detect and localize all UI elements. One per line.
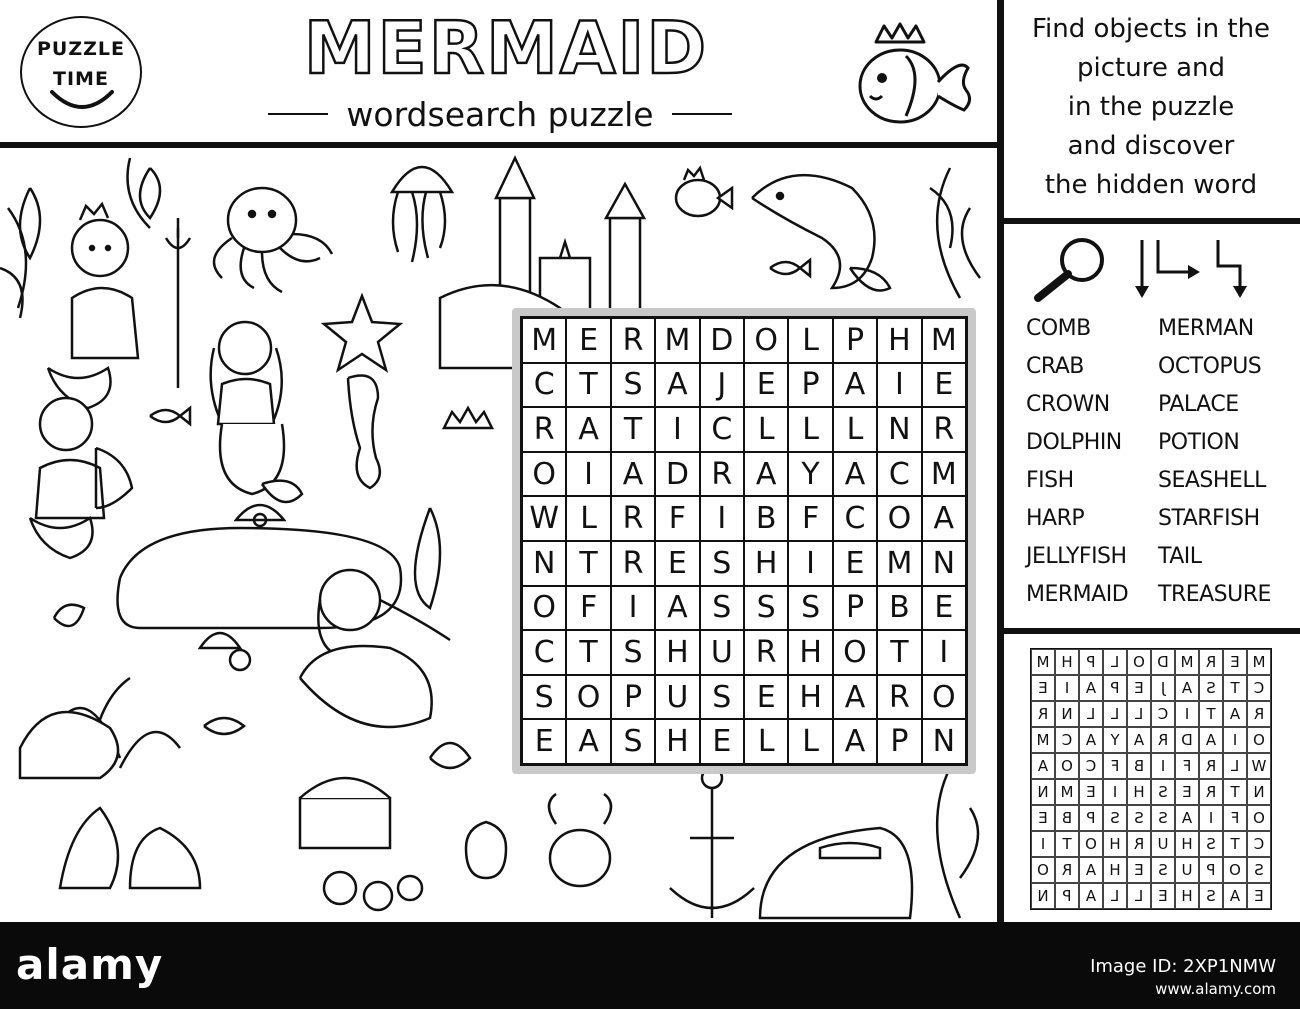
answer-grid-cell: M: [1031, 727, 1055, 753]
answer-grid-cell: E: [1031, 805, 1055, 831]
grid-cell[interactable]: O: [522, 452, 566, 497]
grid-cell[interactable]: S: [788, 586, 832, 631]
answer-grid-cell: H: [1127, 779, 1151, 805]
answer-grid-cell: E: [1127, 675, 1151, 701]
answer-grid-cell: N: [1031, 883, 1055, 909]
grid-cell[interactable]: I: [788, 541, 832, 586]
grid-cell[interactable]: M: [522, 318, 566, 363]
potion-icon: [466, 822, 506, 878]
word-left-2: CRAB: [1026, 354, 1084, 379]
grid-cell[interactable]: I: [700, 496, 744, 541]
grid-cell[interactable]: C: [522, 630, 566, 675]
logo-line-2: TIME: [53, 68, 109, 90]
grid-cell[interactable]: O: [566, 675, 610, 720]
word-left-4: DOLPHIN: [1026, 430, 1122, 455]
smile-icon: [46, 88, 118, 114]
answer-grid-cell: M: [1055, 779, 1079, 805]
grid-cell[interactable]: O: [877, 496, 921, 541]
crowned-fish-icon: [848, 12, 978, 130]
grid-cell[interactable]: C: [877, 452, 921, 497]
answer-grid-cell: I: [1031, 831, 1055, 857]
grid-cell[interactable]: O: [922, 675, 966, 720]
answer-grid-cell: S: [1151, 805, 1175, 831]
word-left-5: FISH: [1026, 468, 1074, 493]
answer-grid-cell: R: [1199, 779, 1223, 805]
answer-grid-cell: Y: [1103, 727, 1127, 753]
grid-cell[interactable]: T: [611, 407, 655, 452]
grid-cell[interactable]: S: [700, 586, 744, 631]
grid-cell[interactable]: T: [566, 630, 610, 675]
instruction-line-3: in the puzzle: [1067, 92, 1235, 122]
grid-cell[interactable]: H: [788, 630, 832, 675]
answer-grid-cell: A: [1079, 727, 1103, 753]
grid-cell[interactable]: S: [700, 541, 744, 586]
grid-cell[interactable]: L: [833, 407, 877, 452]
grid-cell[interactable]: H: [788, 675, 832, 720]
grid-cell[interactable]: L: [566, 496, 610, 541]
answer-grid-cell: M: [1175, 649, 1199, 675]
octopus-icon: [214, 188, 332, 292]
answer-grid-cell: C: [1079, 753, 1103, 779]
answer-grid-cell: S: [1151, 857, 1175, 883]
grid-cell[interactable]: R: [522, 407, 566, 452]
grid-cell[interactable]: R: [700, 452, 744, 497]
word-right-3: PALACE: [1158, 392, 1239, 417]
answer-grid-cell: W: [1247, 753, 1271, 779]
answer-grid-cell: E: [1175, 779, 1199, 805]
word-right-5: SEASHELL: [1158, 468, 1266, 493]
grid-cell[interactable]: P: [877, 719, 921, 764]
answer-grid-cell: S: [1103, 805, 1127, 831]
answer-grid-cell: C: [1247, 831, 1271, 857]
answer-grid-cell: R: [1199, 753, 1223, 779]
crowned-small-fish-icon: [676, 168, 732, 216]
page-title: MERMAID: [303, 6, 709, 90]
grid-cell[interactable]: N: [922, 541, 966, 586]
answer-grid-cell: P: [1103, 675, 1127, 701]
grid-cell[interactable]: E: [744, 363, 788, 408]
grid-cell[interactable]: D: [700, 318, 744, 363]
answer-grid-cell: R: [1031, 701, 1055, 727]
merman-icon: [48, 204, 190, 408]
watermark-bar: [0, 922, 1300, 1009]
answer-grid-cell: O: [1127, 649, 1151, 675]
answer-grid-cell: E: [1127, 857, 1151, 883]
crown-icon: [444, 408, 492, 428]
answer-grid-cell: S: [1199, 883, 1223, 909]
grid-cell[interactable]: F: [566, 586, 610, 631]
answer-grid-cell: L: [1103, 883, 1127, 909]
grid-cell[interactable]: A: [833, 719, 877, 764]
answer-grid-cell: M: [1031, 649, 1055, 675]
answer-grid-cell: T: [1223, 831, 1247, 857]
answer-grid-cell: P: [1079, 649, 1103, 675]
grid-cell[interactable]: E: [833, 541, 877, 586]
grid-cell[interactable]: E: [922, 586, 966, 631]
answer-grid-cell: H: [1103, 831, 1127, 857]
answer-grid-cell: H: [1175, 883, 1199, 909]
answer-grid-cell: B: [1055, 805, 1079, 831]
grid-cell[interactable]: N: [522, 541, 566, 586]
answer-grid-cell: E: [1247, 883, 1271, 909]
coral-polyps-icon: [324, 872, 422, 910]
grid-cell[interactable]: A: [833, 452, 877, 497]
answer-grid-cell: B: [1127, 753, 1151, 779]
subtitle-dash-right: [672, 113, 732, 115]
pearl-shell-icon: [236, 505, 284, 526]
word-left-6: HARP: [1026, 506, 1085, 531]
answer-grid-cell: U: [1175, 857, 1199, 883]
answer-grid-cell: R: [1247, 701, 1271, 727]
grid-cell[interactable]: A: [566, 407, 610, 452]
harp-boy-icon: [30, 398, 132, 558]
arrow-down-icon: [1135, 240, 1149, 298]
answer-grid-cell: F: [1175, 753, 1199, 779]
grid-cell[interactable]: S: [522, 675, 566, 720]
grid-cell[interactable]: A: [655, 363, 699, 408]
word-right-6: STARFISH: [1158, 506, 1260, 531]
arrow-right-icon: [1158, 240, 1200, 279]
answer-grid-cell: S: [1127, 805, 1151, 831]
answer-grid-cell: N: [1247, 779, 1271, 805]
answer-grid-cell: E: [1151, 883, 1175, 909]
direction-icons: [1024, 236, 1284, 306]
answer-grid-cell: F: [1223, 805, 1247, 831]
answer-grid-cell: T: [1223, 675, 1247, 701]
seahorse-icon: [348, 376, 380, 489]
grid-cell[interactable]: E: [655, 541, 699, 586]
grid-cell[interactable]: B: [744, 496, 788, 541]
wordsearch-grid: [520, 316, 968, 766]
answer-grid-cell: L: [1127, 883, 1151, 909]
grid-cell[interactable]: N: [922, 719, 966, 764]
grid-cell[interactable]: S: [611, 719, 655, 764]
instruction-line-1: Find objects in the: [1031, 14, 1271, 44]
answer-grid-cell: D: [1151, 649, 1175, 675]
magnifier-icon: [1038, 240, 1102, 298]
answer-grid-cell: U: [1151, 831, 1175, 857]
answer-grid-cell: I: [1151, 753, 1175, 779]
answer-grid-cell: I: [1055, 675, 1079, 701]
answer-grid-cell: R: [1151, 727, 1175, 753]
grid-cell[interactable]: O: [833, 630, 877, 675]
answer-grid-cell: A: [1223, 701, 1247, 727]
grid-cell[interactable]: T: [877, 630, 921, 675]
grid-cell[interactable]: T: [566, 541, 610, 586]
grid-cell[interactable]: A: [833, 675, 877, 720]
grid-cell[interactable]: P: [833, 318, 877, 363]
subtitle-row: [256, 94, 744, 134]
answer-grid-cell: E: [1031, 675, 1055, 701]
answer-grid-cell: T: [1223, 779, 1247, 805]
answer-grid-cell: M: [1247, 649, 1271, 675]
grid-cell[interactable]: W: [522, 496, 566, 541]
comb-icon: [760, 828, 912, 918]
treasure-chest-icon: [300, 778, 390, 848]
answer-grid-cell: I: [1199, 805, 1223, 831]
subtitle-dash-left: [268, 113, 328, 115]
answer-grid-cell: E: [1223, 649, 1247, 675]
answer-grid-cell: A: [1079, 857, 1103, 883]
grid-cell[interactable]: I: [566, 452, 610, 497]
grid-cell[interactable]: P: [788, 363, 832, 408]
grid-cell[interactable]: C: [522, 363, 566, 408]
image-id: Image ID: 2XP1NMW: [1090, 956, 1276, 977]
answer-grid-cell: L: [1079, 701, 1103, 727]
grid-cell[interactable]: D: [655, 452, 699, 497]
grid-cell[interactable]: I: [611, 586, 655, 631]
grid-cell[interactable]: P: [611, 675, 655, 720]
grid-cell[interactable]: E: [922, 363, 966, 408]
answer-grid-cell: D: [1175, 727, 1199, 753]
word-right-1: MERMAN: [1158, 316, 1254, 341]
turtle-icon: [204, 718, 244, 734]
answer-grid-cell: A: [1079, 675, 1103, 701]
grid-cell[interactable]: R: [744, 630, 788, 675]
logo-line-1: PUZZLE: [37, 38, 125, 60]
answer-grid-cell: A: [1079, 883, 1103, 909]
grid-cell[interactable]: R: [922, 407, 966, 452]
grid-cell[interactable]: L: [744, 719, 788, 764]
answer-grid-cell: A: [1175, 675, 1199, 701]
answer-grid-cell: S: [1247, 857, 1271, 883]
mermaid-icon: [211, 322, 302, 502]
grid-cell[interactable]: S: [744, 586, 788, 631]
grid-cell[interactable]: H: [744, 541, 788, 586]
answer-grid-cell: R: [1127, 831, 1151, 857]
grid-cell[interactable]: J: [700, 363, 744, 408]
grid-cell[interactable]: I: [922, 630, 966, 675]
answer-grid-cell: A: [1175, 805, 1199, 831]
answer-grid-cell: R: [1199, 649, 1223, 675]
brand-url: www.alamy.com: [1155, 980, 1276, 998]
answer-grid-cell: C: [1247, 675, 1271, 701]
small-fish-icon: [770, 260, 810, 276]
answer-grid-cell: L: [1103, 649, 1127, 675]
answer-grid-cell: S: [1199, 831, 1223, 857]
answer-grid-cell: O: [1223, 857, 1247, 883]
answer-grid-cell: I: [1175, 701, 1199, 727]
word-right-4: POTION: [1158, 430, 1240, 455]
answer-grid-cell: L: [1103, 701, 1127, 727]
grid-cell[interactable]: A: [566, 719, 610, 764]
grid-cell[interactable]: L: [788, 719, 832, 764]
word-left-3: CROWN: [1026, 392, 1110, 417]
answer-grid-cell: N: [1031, 779, 1055, 805]
grid-cell[interactable]: M: [922, 452, 966, 497]
grid-cell[interactable]: Y: [788, 452, 832, 497]
dolphin-icon: [752, 175, 890, 290]
crab-icon: [200, 633, 250, 670]
shrimp-icon: [54, 605, 84, 626]
fish-icon: [150, 408, 190, 424]
answer-grid-cell: S: [1151, 779, 1175, 805]
grid-cell[interactable]: N: [877, 407, 921, 452]
jellyfish-icon: [392, 167, 452, 262]
grid-cell[interactable]: A: [744, 452, 788, 497]
grid-cell[interactable]: S: [611, 363, 655, 408]
grid-cell[interactable]: O: [744, 318, 788, 363]
grid-cell[interactable]: R: [611, 541, 655, 586]
answer-grid-cell: L: [1127, 701, 1151, 727]
grid-cell[interactable]: C: [700, 407, 744, 452]
answer-grid-cell: O: [1079, 831, 1103, 857]
answer-grid-cell: S: [1199, 675, 1223, 701]
grid-cell[interactable]: E: [566, 318, 610, 363]
answer-grid-cell: A: [1223, 883, 1247, 909]
grid-cell[interactable]: H: [655, 630, 699, 675]
grid-cell[interactable]: H: [877, 318, 921, 363]
coral-bottom-left-icon: [40, 678, 200, 888]
answer-grid-cell: I: [1103, 779, 1127, 805]
grid-cell[interactable]: U: [700, 630, 744, 675]
grid-cell[interactable]: A: [655, 586, 699, 631]
anchor-icon: [670, 768, 754, 918]
answer-grid-cell: P: [1055, 883, 1079, 909]
grid-cell[interactable]: L: [788, 407, 832, 452]
answer-grid-cell: H: [1055, 649, 1079, 675]
answer-grid-cell: A: [1127, 727, 1151, 753]
answer-grid-cell: A: [1199, 727, 1223, 753]
wordlist-divider: [1000, 628, 1300, 634]
grid-cell[interactable]: L: [744, 407, 788, 452]
grid-cell[interactable]: A: [922, 496, 966, 541]
grid-cell[interactable]: I: [655, 407, 699, 452]
answer-grid-cell: R: [1055, 857, 1079, 883]
grid-cell[interactable]: C: [833, 496, 877, 541]
instructions: [1010, 10, 1292, 205]
word-left-7: JELLYFISH: [1026, 544, 1127, 569]
puzzle-time-logo: [20, 16, 142, 128]
seaweed-top-right-icon: [930, 168, 980, 298]
answer-grid-cell: O: [1031, 857, 1055, 883]
grid-cell[interactable]: M: [655, 318, 699, 363]
wordsearch-grid-frame: [512, 308, 976, 774]
instructions-divider: [1000, 218, 1300, 224]
answer-grid-cell: C: [1151, 701, 1175, 727]
grid-cell[interactable]: R: [611, 496, 655, 541]
word-right-2: OCTOPUS: [1158, 354, 1262, 379]
grid-cell[interactable]: U: [655, 675, 699, 720]
grid-cell[interactable]: S: [700, 675, 744, 720]
answer-grid-cell: I: [1223, 727, 1247, 753]
answer-grid-cell: O: [1247, 805, 1271, 831]
answer-grid-cell: O: [1247, 727, 1271, 753]
answer-grid-cell: P: [1079, 805, 1103, 831]
answer-grid-cell: H: [1175, 831, 1199, 857]
answer-grid-cell: J: [1151, 675, 1175, 701]
arrow-bent-icon: [1218, 240, 1247, 298]
rock-shells-icon: [20, 712, 118, 778]
word-right-7: TAIL: [1158, 544, 1202, 569]
word-left-1: COMB: [1026, 316, 1091, 341]
starfish-icon: [324, 296, 400, 370]
grid-cell[interactable]: S: [611, 630, 655, 675]
grid-cell[interactable]: A: [833, 363, 877, 408]
grid-cell[interactable]: E: [744, 675, 788, 720]
instruction-line-5: the hidden word: [1044, 170, 1258, 200]
grid-cell[interactable]: H: [655, 719, 699, 764]
crab-bottom-icon: [549, 794, 611, 886]
grid-cell[interactable]: I: [877, 363, 921, 408]
answer-grid-cell: P: [1199, 857, 1223, 883]
grid-cell[interactable]: R: [611, 318, 655, 363]
grid-cell[interactable]: A: [611, 452, 655, 497]
grid-cell[interactable]: F: [788, 496, 832, 541]
grid-cell[interactable]: L: [788, 318, 832, 363]
answer-grid-cell: C: [1055, 727, 1079, 753]
word-list: [1026, 316, 1296, 620]
grid-cell[interactable]: T: [566, 363, 610, 408]
grid-cell[interactable]: B: [877, 586, 921, 631]
answer-grid-cell: T: [1055, 831, 1079, 857]
grid-cell[interactable]: R: [877, 675, 921, 720]
grid-cell[interactable]: F: [655, 496, 699, 541]
grid-cell[interactable]: O: [522, 586, 566, 631]
grid-cell[interactable]: E: [522, 719, 566, 764]
brand-logo: alamy: [16, 940, 164, 989]
grid-cell[interactable]: M: [877, 541, 921, 586]
word-right-8: TREASURE: [1158, 582, 1271, 607]
side-divider: [997, 0, 1004, 922]
answer-grid-cell: E: [1079, 779, 1103, 805]
instruction-line-4: and discover: [1067, 131, 1235, 161]
answer-grid: [1030, 648, 1272, 910]
seaweed-bottom-right-icon: [937, 768, 978, 918]
subtitle: wordsearch puzzle: [346, 94, 654, 134]
instruction-line-2: picture and: [1077, 53, 1225, 83]
grid-cell[interactable]: M: [922, 318, 966, 363]
answer-grid-mirrored: [1030, 648, 1272, 910]
grid-cell[interactable]: E: [700, 719, 744, 764]
answer-grid-cell: L: [1223, 753, 1247, 779]
answer-grid-cell: O: [1055, 753, 1079, 779]
seashell-icon: [430, 743, 470, 768]
answer-grid-cell: A: [1031, 753, 1055, 779]
answer-grid-cell: F: [1103, 753, 1127, 779]
answer-grid-cell: T: [1199, 701, 1223, 727]
answer-grid-cell: H: [1103, 857, 1127, 883]
answer-grid-cell: N: [1055, 701, 1079, 727]
word-left-8: MERMAID: [1026, 582, 1129, 607]
grid-cell[interactable]: P: [833, 586, 877, 631]
